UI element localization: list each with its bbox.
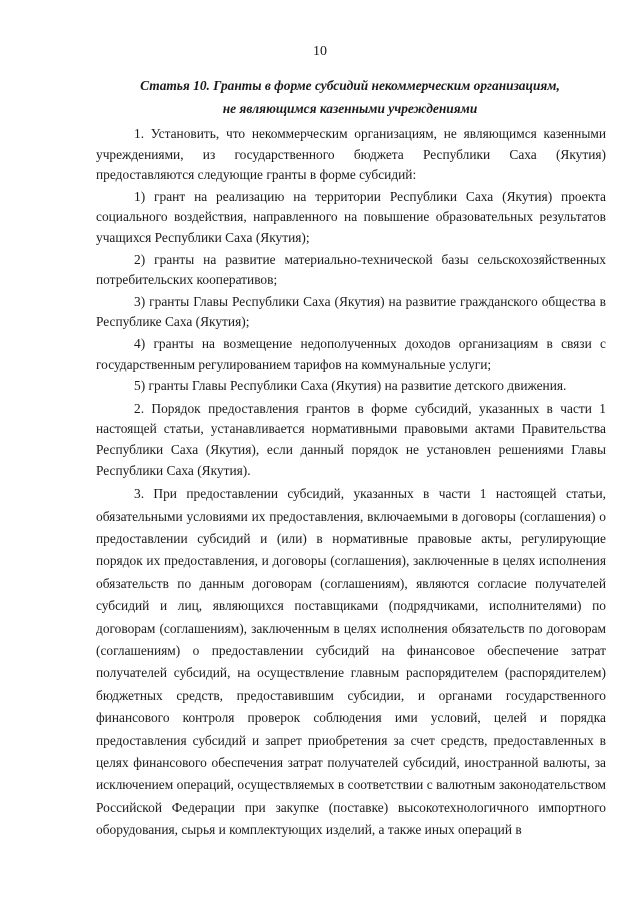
article-heading-line-1: Статья 10. Гранты в форме субсидий некоммерческим организациям, (140, 78, 560, 93)
article-heading-line-2: не являющимся казенными учреждениями (222, 101, 478, 116)
paragraph-item-3: 3) гранты Главы Республики Саха (Якутия) на развитие гражданского общества в Республике Саха (Якутия); (96, 293, 606, 330)
article-body (96, 124, 606, 842)
paragraph-3: 3. При предоставлении субсидий, указанных в части 1 настоящей статьи, обязательными условиями их предоставления, включаемыми в договоры (соглашения) о предоставлении субсидий и (или) в нормативные правовые акты, регулирующие порядок их предоставления, и договоры (соглашения), заключенные в целях исполнения обязательств по данным договорам (соглашениям), являются согласие получателей субсидий и лиц, являющихся поставщиками (подрядчиками, исполнителями) по договорам (соглашениям), заключенным в целях исполнения обязательств по договорам (соглашениям) о предоставлении субсидий на финансовое обеспечение затрат получателей субсидий, на осуществление главным распорядителем (распорядителем) бюджетных средств, предоставившим субсидии, и органами государственного финансового контроля проверок соблюдения ими условий, целей и порядка предоставления субсидий и запрет приобретения за счет средств, предоставленных в целях финансового обеспечения затрат получателей субсидий, иностранной валюты, за исключением операций, осуществляемых в соответствии с валютным законодательством Российской Федерации при закупке (поставке) высокотехнологичного импортного оборудования, сырья и комплектующих изделий, а также иных операций в (96, 486, 606, 838)
page-number: 10 (313, 44, 327, 59)
article-heading (96, 74, 604, 120)
paragraph-1: 1. Установить, что некоммерческим организациям, не являющимся казенными учреждениями, из государственного бюджета Республики Саха (Якутия) предоставляются следующие гранты в форме субсидий: (96, 126, 606, 183)
paragraph-2: 2. Порядок предоставления грантов в форме субсидий, указанных в части 1 настоящей статьи, устанавливается нормативными правовыми актами Правительства Республики Саха (Якутия), если данный порядок не установлен решениями Главы Республики Саха (Якутия). (96, 400, 606, 478)
paragraph-item-5: 5) гранты Главы Республики Саха (Якутия) на развитие детского движения. (134, 378, 567, 394)
paragraph-item-2: 2) гранты на развитие материально-технической базы сельскохозяйственных потребительских кооперативов; (96, 251, 606, 288)
paragraph-item-4: 4) гранты на возмещение недополученных доходов организациям в связи с государственным регулированием тарифов на коммунальные услуги; (96, 335, 606, 372)
paragraph-item-1: 1) грант на реализацию на территории Республики Саха (Якутия) проекта социального воздействия, направленного на повышение образовательных результатов учащихся Республики Саха (Якутия); (96, 188, 606, 245)
